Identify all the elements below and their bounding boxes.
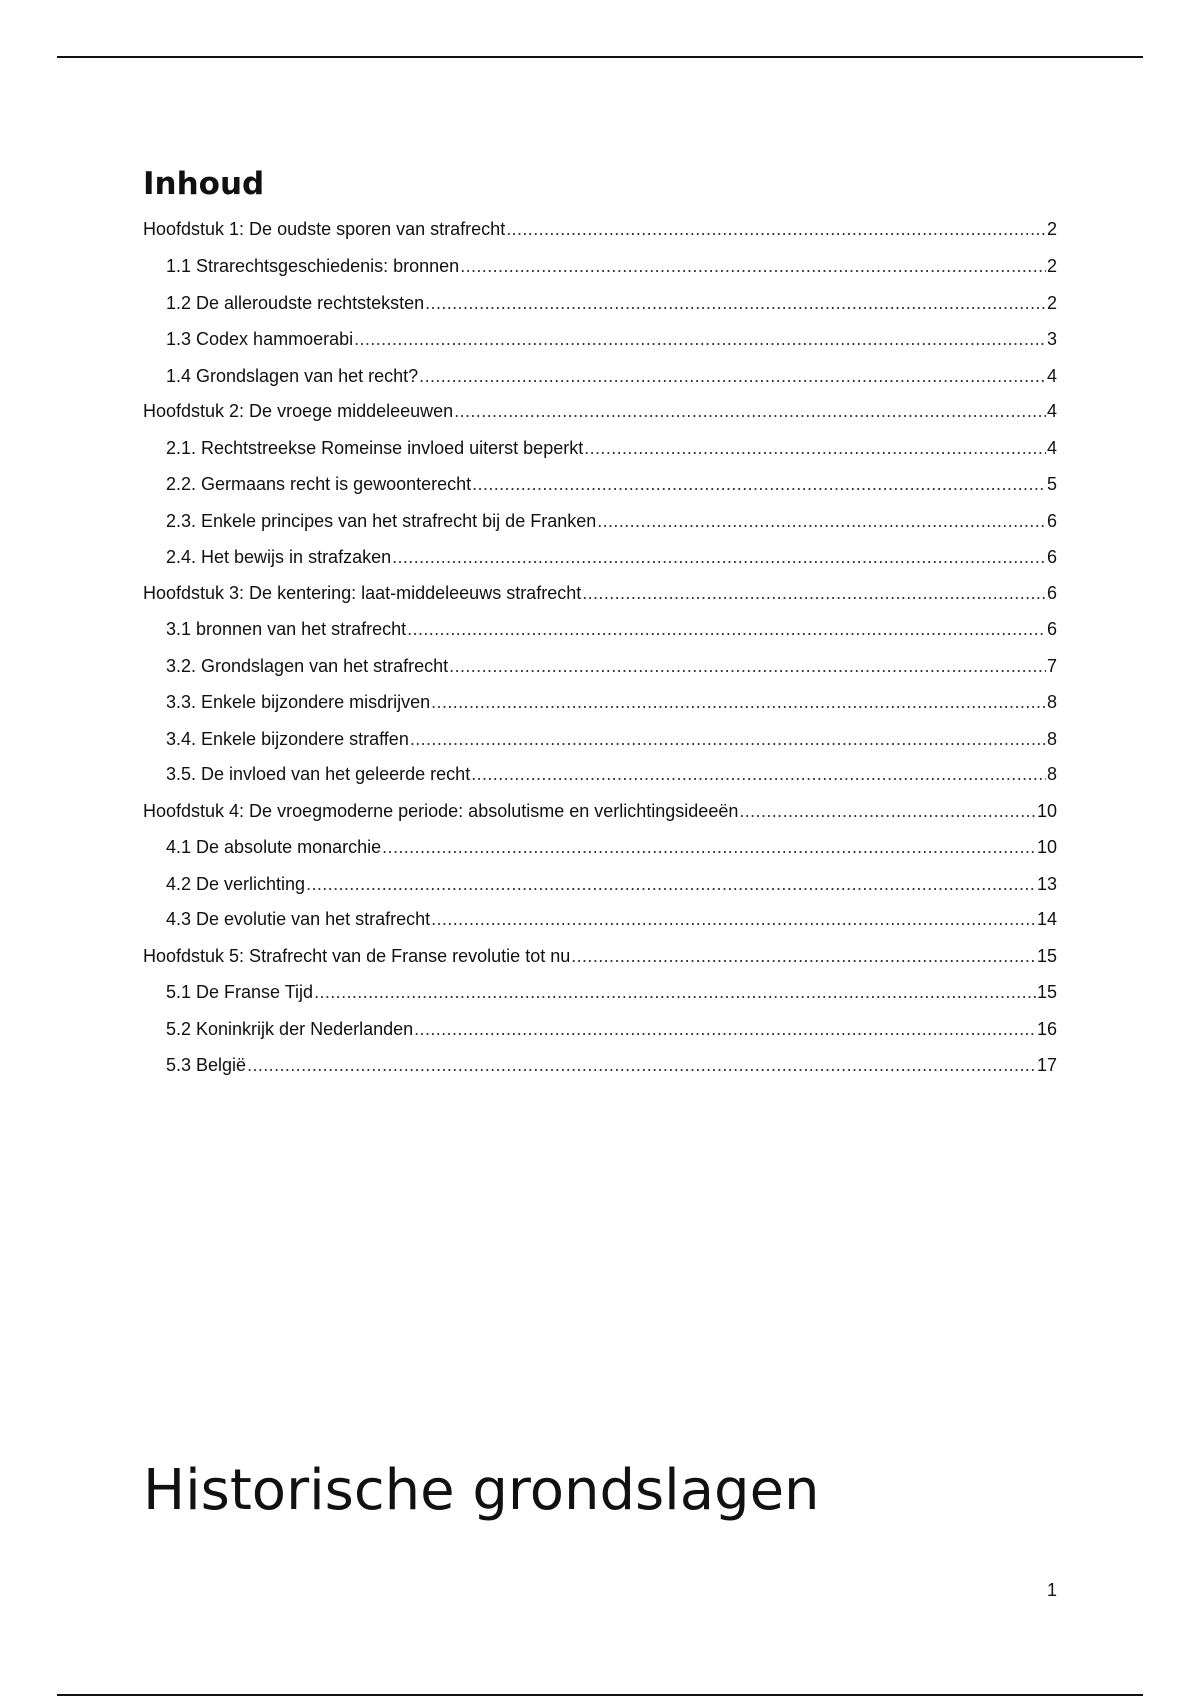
toc-dot-leader (414, 1016, 1036, 1042)
toc-entry-page: 5 (1046, 474, 1057, 494)
header-rule (57, 56, 1143, 58)
toc-dot-leader (506, 216, 1046, 242)
toc-dot-leader (247, 1052, 1036, 1078)
toc-entry-title: Hoofdstuk 3: De kentering: laat-middeleeuws strafrecht (143, 583, 582, 603)
toc-entry[interactable] (166, 871, 1057, 897)
toc-entry-page: 15 (1036, 982, 1057, 1002)
toc-dot-leader (354, 326, 1046, 352)
toc-dot-leader (431, 906, 1036, 932)
toc-entry[interactable] (143, 943, 1057, 969)
toc-entry-title: 3.4. Enkele bijzondere straffen (166, 729, 409, 749)
footer-rule (57, 1694, 1143, 1696)
toc-entry[interactable] (166, 290, 1057, 316)
toc-entry[interactable] (166, 653, 1057, 679)
toc-entry-title: 3.3. Enkele bijzondere misdrijven (166, 692, 431, 712)
toc-entry[interactable] (166, 508, 1057, 534)
toc-entry[interactable] (166, 616, 1057, 642)
toc-dot-leader (454, 398, 1046, 424)
toc-dot-leader (410, 726, 1046, 752)
toc-dot-leader (407, 616, 1046, 642)
toc-entry-title: 1.1 Strarechtsgeschiedenis: bronnen (166, 256, 460, 276)
toc-dot-leader (449, 653, 1046, 679)
toc-dot-leader (431, 689, 1046, 715)
toc-dot-leader (392, 544, 1046, 570)
toc-dot-leader (419, 363, 1046, 389)
toc-entry-page: 2 (1046, 219, 1057, 239)
toc-entry[interactable] (166, 689, 1057, 715)
toc-entry[interactable] (166, 726, 1057, 752)
toc-entry-title: Hoofdstuk 4: De vroegmoderne periode: absolutisme en verlichtingsideeën (143, 801, 739, 821)
toc-entry-title: Hoofdstuk 1: De oudste sporen van strafrecht (143, 219, 506, 239)
toc-entry[interactable] (166, 761, 1057, 787)
toc-entry[interactable] (166, 906, 1057, 932)
toc-entry-title: 2.3. Enkele principes van het strafrecht bij de Franken (166, 511, 597, 531)
toc-entry-page: 6 (1046, 547, 1057, 567)
page-number: 1 (1046, 1580, 1057, 1600)
toc-entry-page: 14 (1036, 909, 1057, 929)
toc-entry-page: 2 (1046, 256, 1057, 276)
toc-entry-title: 4.1 De absolute monarchie (166, 837, 382, 857)
toc-entry-page: 8 (1046, 764, 1057, 784)
toc-entry[interactable] (166, 1016, 1057, 1042)
toc-entry-page: 13 (1036, 874, 1057, 894)
toc-dot-leader (584, 435, 1046, 461)
toc-entry-page: 4 (1046, 401, 1057, 421)
toc-dot-leader (571, 943, 1036, 969)
toc-entry-title: 3.2. Grondslagen van het strafrecht (166, 656, 449, 676)
toc-dot-leader (739, 798, 1036, 824)
toc-entry-page: 2 (1046, 293, 1057, 313)
toc-entry-title: 3.5. De invloed van het geleerde recht (166, 764, 471, 784)
toc-entry-page: 10 (1036, 837, 1057, 857)
toc-entry[interactable] (166, 979, 1057, 1005)
toc-entry-page: 4 (1046, 366, 1057, 386)
toc-dot-leader (306, 871, 1036, 897)
toc-entry-title: Hoofdstuk 2: De vroege middeleeuwen (143, 401, 454, 421)
toc-entry-page: 7 (1046, 656, 1057, 676)
toc-entry-title: 4.3 De evolutie van het strafrecht (166, 909, 431, 929)
toc-entry-title: 2.4. Het bewijs in strafzaken (166, 547, 392, 567)
toc-entry-title: 2.1. Rechtstreekse Romeinse invloed uiterst beperkt (166, 438, 584, 458)
toc-entry-page: 6 (1046, 583, 1057, 603)
toc-entry-title: 1.3 Codex hammoerabi (166, 329, 354, 349)
toc-entry-title: 1.4 Grondslagen van het recht? (166, 366, 419, 386)
toc-dot-leader (597, 508, 1046, 534)
toc-dot-leader (471, 761, 1046, 787)
toc-dot-leader (472, 471, 1046, 497)
toc-dot-leader (425, 290, 1046, 316)
toc-entry[interactable] (166, 834, 1057, 860)
toc-entry-page: 8 (1046, 692, 1057, 712)
toc-entry-title: 2.2. Germaans recht is gewoonterecht (166, 474, 472, 494)
toc-heading: Inhoud (143, 166, 265, 202)
toc-entry-page: 8 (1046, 729, 1057, 749)
toc-entry[interactable] (166, 544, 1057, 570)
toc-entry-page: 6 (1046, 511, 1057, 531)
toc-entry-page: 17 (1036, 1055, 1057, 1075)
toc-entry[interactable] (166, 363, 1057, 389)
toc-dot-leader (314, 979, 1036, 1005)
toc-entry-page: 10 (1036, 801, 1057, 821)
toc-entry-title: Hoofdstuk 5: Strafrecht van de Franse revolutie tot nu (143, 946, 571, 966)
toc-entry[interactable] (143, 580, 1057, 606)
toc-entry[interactable] (166, 471, 1057, 497)
document-title: Historische grondslagen (143, 1458, 820, 1523)
toc-entry[interactable] (143, 398, 1057, 424)
toc-entry-page: 3 (1046, 329, 1057, 349)
toc-entry-page: 16 (1036, 1019, 1057, 1039)
toc-entry-title: 5.2 Koninkrijk der Nederlanden (166, 1019, 414, 1039)
toc-entry[interactable] (166, 326, 1057, 352)
toc-entry-page: 15 (1036, 946, 1057, 966)
toc-entry[interactable] (166, 253, 1057, 279)
toc-entry[interactable] (166, 435, 1057, 461)
toc-entry-title: 5.1 De Franse Tijd (166, 982, 314, 1002)
toc-entry-page: 4 (1046, 438, 1057, 458)
toc-dot-leader (460, 253, 1046, 279)
toc-entry[interactable] (143, 798, 1057, 824)
toc-entry-title: 4.2 De verlichting (166, 874, 306, 894)
toc-entry-title: 3.1 bronnen van het strafrecht (166, 619, 407, 639)
toc-entry[interactable] (166, 1052, 1057, 1078)
toc-entry-title: 1.2 De alleroudste rechtsteksten (166, 293, 425, 313)
toc-entry-page: 6 (1046, 619, 1057, 639)
toc-dot-leader (382, 834, 1036, 860)
toc-entry-title: 5.3 België (166, 1055, 247, 1075)
toc-entry[interactable] (143, 216, 1057, 242)
toc-dot-leader (582, 580, 1046, 606)
